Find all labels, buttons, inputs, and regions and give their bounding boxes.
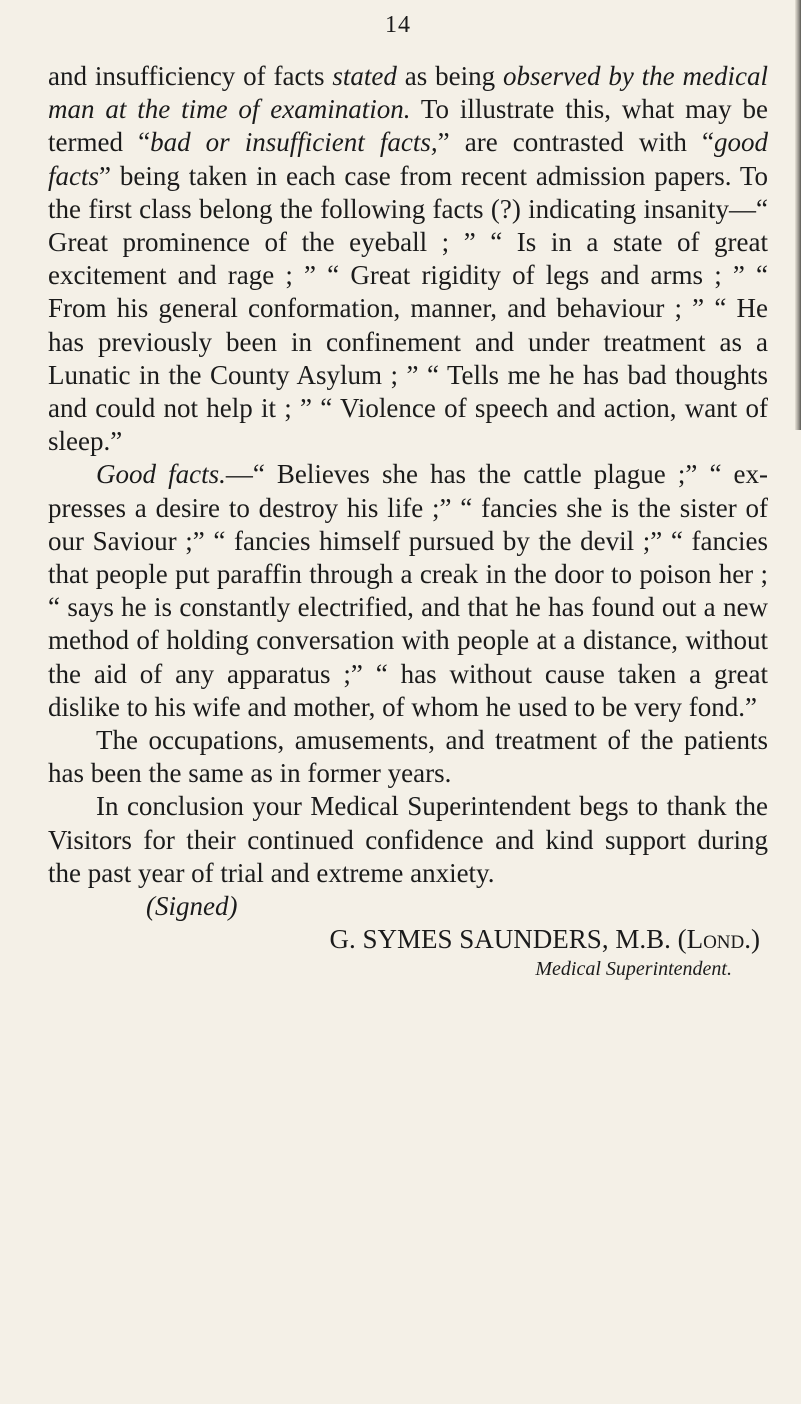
- body-text: [48, 60, 768, 982]
- signature-name: [48, 923, 768, 956]
- signature-degree: Lond.: [686, 924, 751, 955]
- italic-run: bad or insufficient facts,: [150, 127, 438, 158]
- italic-run: observed by the medical man at the time of examination.: [48, 61, 769, 125]
- text-run: ” being taken in each case from recent admission papers. To the first class belong the following facts (?) indicating insanity—“ Great prominence of the eyeball ; ” “ Is in a state of great excitement and rage ; ” “ Great rigidity of legs and arms ; ” “ From his general conformation, manner, and behaviour ; ” “ He has previously been in confinement and under treatment as a Lunatic in the County Asylum ; ” “ Tells me he has bad thoughts and could not help it ; ” “ Violence of speech and action, want of sleep.”: [48, 160, 768, 457]
- text-run: ” are contrasted with “: [437, 127, 714, 158]
- paragraph-insufficient-facts: [48, 60, 768, 458]
- text-run: To illustrate this, what may be termed “: [48, 94, 768, 158]
- text-run: as being: [396, 61, 503, 91]
- signature-close: ): [751, 924, 760, 955]
- signature-text: G. SYMES SAUNDERS, M.B. (: [329, 924, 687, 955]
- text-run: —“ Believes she has the cattle plague ;” “ ex-presses a desire to destroy his life ;” “ fancies she is the sister of our Saviour ;” “ fancies himself pursued by the devil ;” “ fancies that people put paraffin through a creak in the door to poison her ; “ says he is constantly electrified, and that he has found out a new method of holding conversation with people at a distance, without the aid of any apparatus ;” “ has without cause taken a great dislike to his wife and mother, of whom he used to be very fond.”: [48, 459, 768, 722]
- signature-title: Medical Superintendent.: [535, 958, 732, 981]
- italic-run: stated: [332, 61, 397, 91]
- page-edge-shadow: [795, 0, 801, 430]
- italic-run: Good facts.: [96, 459, 226, 490]
- text-run: and insufficiency of facts: [48, 61, 333, 91]
- italic-run: good facts: [48, 127, 768, 191]
- page-number: 14: [385, 12, 411, 38]
- paragraph-good-facts: [48, 458, 768, 724]
- paragraph-occupations: The occupations, amusements, and treatment of the patients has been the same as in former years.: [48, 725, 768, 789]
- signed-label: (Signed): [146, 891, 238, 922]
- paragraph-conclusion: In conclusion your Medical Superintendent begs to thank the Visitors for their continued confidence and kind support during the past year of trial and extreme anxiety.: [48, 791, 768, 888]
